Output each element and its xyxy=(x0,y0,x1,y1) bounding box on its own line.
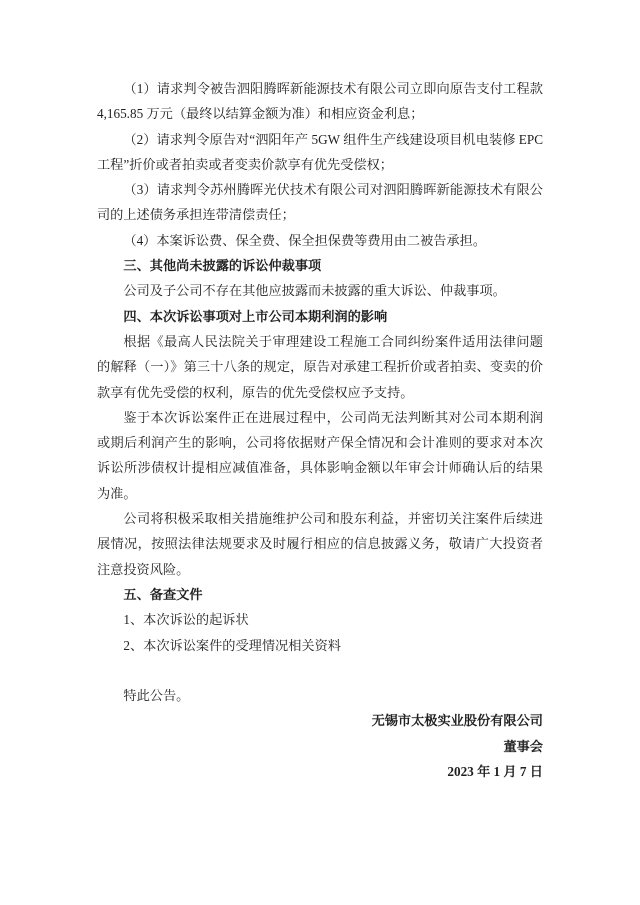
section-heading: 五、备查文件 xyxy=(123,586,203,602)
signature-line: 2023 年 1 月 7 日 xyxy=(447,764,543,780)
section-heading: 四、本次诉讼事项对上市公司本期利润的影响 xyxy=(123,308,388,324)
paragraph: 公司及子公司不存在其他应披露而未披露的重大诉讼、仲裁事项。 xyxy=(123,283,506,299)
section-heading: 三、其他尚未披露的诉讼仲裁事项 xyxy=(123,258,322,274)
paragraph: 特此公告。 xyxy=(123,688,190,704)
paragraph: 根据《最高人民法院关于审理建设工程施工合同纠纷案件适用法律问题的解释（一）》第三十八条的规定，原告对承建工程折价或者拍卖、变卖的价款享有优先受偿的权利，原告的优先受偿权应予支持。 xyxy=(97,333,543,400)
paragraph: （4）本案诉讼费、保全费、保全担保费等费用由二被告承担。 xyxy=(123,232,487,248)
paragraph: 公司将积极采取相关措施维护公司和股东利益，并密切关注案件后续进展情况，按照法律法规要求及时履行相应的信息披露义务，敬请广大投资者注意投资风险。 xyxy=(97,511,543,577)
list-item: 2、本次诉讼案件的受理情况相关资料 xyxy=(123,637,341,653)
blank-line xyxy=(97,658,543,683)
signature-line: 无锡市太极实业股份有限公司 xyxy=(371,713,543,729)
list-item: 1、本次诉讼的起诉状 xyxy=(123,612,249,628)
signature-line: 董事会 xyxy=(503,738,543,754)
paragraph: （3）请求判令苏州腾晖光伏技术有限公司对泗阳腾晖新能源技术有限公司的上述债务承担连带清偿责任； xyxy=(97,182,543,223)
document-content xyxy=(97,76,543,784)
paragraph: 鉴于本次诉讼案件正在进展过程中，公司尚无法判断其对公司本期利润或期后利润产生的影响，公司将依据财产保全情况和会计准则的要求对本次诉讼所涉债权计提相应减值准备，具体影响金额以年审会计师确认后的结果为准。 xyxy=(97,409,543,501)
paragraph: （2）请求判令原告对“泗阳年产 5GW 组件生产线建设项目机电装修 EPC 工程”折价或者拍卖或者变卖价款享有优先受偿权； xyxy=(97,131,543,172)
paragraph: （1）请求判令被告泗阳腾晖新能源技术有限公司立即向原告支付工程款 4,165.85 万元（最终以结算金额为准）和相应资金利息； xyxy=(97,81,543,122)
